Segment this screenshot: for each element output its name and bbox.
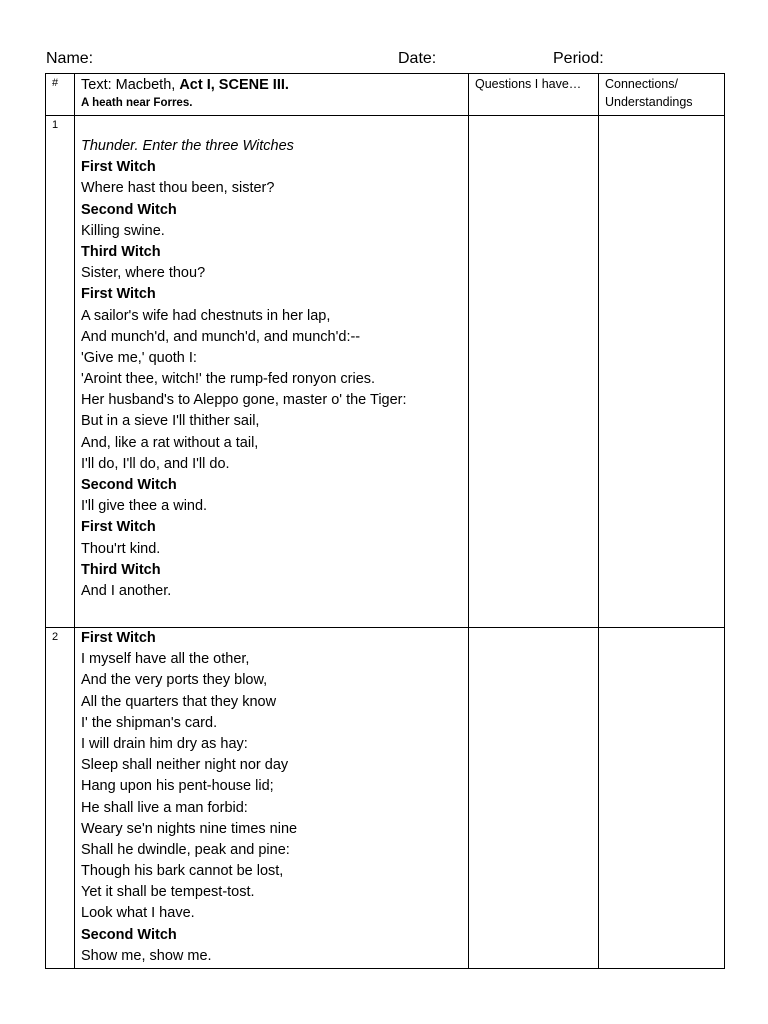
verse-line: I' the shipman's card. (81, 714, 218, 731)
verse-line: 'Aroint thee, witch!' the rump-fed ronyon cries. (81, 371, 376, 388)
verse-line: And the very ports they blow, (81, 672, 268, 689)
text-title-act: Act I, SCENE III. (179, 77, 289, 93)
verse-line: 'Give me,' quoth I: (81, 349, 197, 366)
verse-line: Her husband's to Aleppo gone, master o' the Tiger: (81, 392, 407, 409)
reading-table (45, 73, 725, 969)
speaker-name: Third Witch (81, 561, 161, 578)
row-number: 2 (46, 628, 75, 969)
passage-text-cell (75, 116, 469, 628)
text-title-prefix: Text: Macbeth, (81, 77, 180, 93)
verse-line: He shall live a man forbid: (81, 799, 248, 816)
verse-line: Where hast thou been, sister? (81, 180, 275, 197)
verse-line: I'll do, I'll do, and I'll do. (81, 455, 230, 472)
table-header-row (46, 74, 725, 116)
connections-cell[interactable] (599, 116, 725, 628)
speaker-name: First Witch (81, 630, 156, 646)
verse-line: Yet it shall be tempest-tost. (81, 884, 255, 901)
verse-line: I will drain him dry as hay: (81, 735, 248, 752)
table-row (46, 628, 725, 969)
verse-line: And I another. (81, 582, 172, 599)
verse-line: Show me, show me. (81, 947, 212, 964)
questions-cell[interactable] (469, 628, 599, 969)
connections-header-line-1: Connections/ (605, 77, 678, 91)
table-row (46, 116, 725, 628)
speaker-name: First Witch (81, 159, 156, 176)
scene-location: A heath near Forres. (81, 97, 193, 109)
stage-direction: Thunder. Enter the three Witches (81, 138, 294, 154)
speaker-name: First Witch (81, 286, 156, 303)
verse-line: A sailor's wife had chestnuts in her lap, (81, 307, 331, 324)
verse-line: Shall he dwindle, peak and pine: (81, 841, 290, 858)
connections-cell[interactable] (599, 628, 725, 969)
verse-line: And munch'd, and munch'd, and munch'd:-- (81, 328, 361, 345)
number-column-header: # (46, 74, 75, 116)
verse-line: Though his bark cannot be lost, (81, 863, 284, 880)
verse-line: All the quarters that they know (81, 693, 277, 710)
verse-line: I'll give thee a wind. (81, 498, 208, 515)
speaker-name: Second Witch (81, 201, 177, 218)
verse-line: Sister, where thou? (81, 265, 206, 282)
name-label: Name: (46, 50, 94, 67)
verse-line: Killing swine. (81, 222, 165, 239)
verse-line: Weary se'n nights nine times nine (81, 820, 298, 837)
connections-header-line-2: Understandings (605, 95, 693, 109)
verse-line: Sleep shall neither night nor day (81, 757, 289, 774)
verse-line: Thou'rt kind. (81, 540, 161, 557)
row-number: 1 (46, 116, 75, 628)
questions-cell[interactable] (469, 116, 599, 628)
verse-line: And, like a rat without a tail, (81, 434, 259, 451)
text-title (81, 77, 468, 94)
text-column-header (75, 74, 469, 116)
period-label: Period: (553, 50, 604, 67)
verse-line: Look what I have. (81, 905, 195, 922)
connections-column-header (599, 74, 725, 116)
questions-column-header: Questions I have… (469, 74, 599, 116)
passage-text-cell (75, 628, 469, 969)
speaker-name: Second Witch (81, 926, 177, 943)
verse-line: But in a sieve I'll thither sail, (81, 413, 260, 430)
speaker-name: Third Witch (81, 243, 161, 260)
speaker-name: First Witch (81, 519, 156, 536)
speaker-name: Second Witch (81, 477, 177, 493)
student-info-header (46, 50, 726, 72)
verse-line: Hang upon his pent-house lid; (81, 778, 274, 795)
date-label: Date: (398, 50, 437, 67)
verse-line: I myself have all the other, (81, 651, 250, 668)
